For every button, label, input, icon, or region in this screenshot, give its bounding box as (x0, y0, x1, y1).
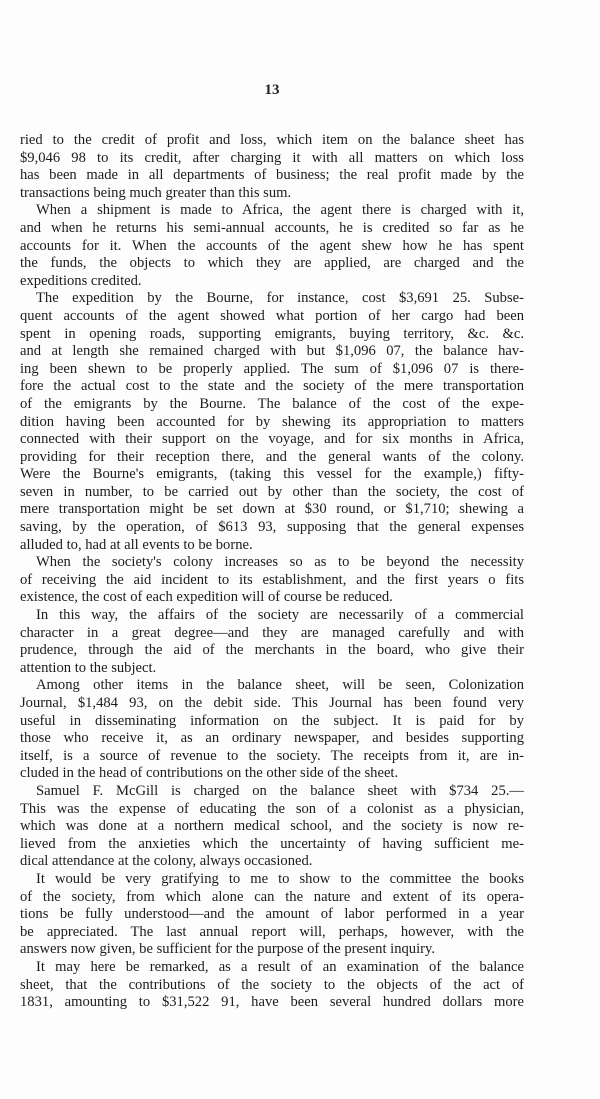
text-line: transactions being much greater than this sum. (20, 184, 292, 201)
paragraph (20, 202, 524, 290)
text-line: When a shipment is made to Africa, the agent there is charged with it, (36, 202, 524, 219)
text-line: alluded to, had at all events to be borne. (20, 536, 253, 553)
page-number: 13 (264, 82, 280, 98)
text-line: ried to the credit of profit and loss, which item on the balance sheet has (20, 132, 524, 148)
text-line: has been made in all departments of business; the real profit made by the (20, 167, 524, 184)
text-line: of receiving the aid incident to its establishment, and the first years o fits (20, 571, 524, 588)
text-line: be appreciated. The last annual report will, perhaps, however, with the (20, 923, 524, 940)
paragraph (20, 607, 524, 677)
text-line: of the emigrants by the Bourne. The balance of the cost of the expe- (20, 395, 524, 412)
text-line: ing been shewn to be properly applied. The sum of $1,096 07 is there- (20, 360, 524, 377)
text-line: mere transportation might be set down at $30 round, or $1,710; shewing a (20, 501, 524, 518)
text-line: cluded in the head of contributions on the other side of the sheet. (20, 765, 399, 782)
text-line: quent accounts of the agent showed what portion of her cargo had been (20, 307, 524, 324)
text-line: itself, is a source of revenue to the society. The receipts from it, are in- (20, 747, 524, 764)
text-line: expeditions credited. (20, 272, 142, 289)
text-line: It may here be remarked, as a result of an examination of the balance (36, 958, 524, 975)
text-line: fore the actual cost to the state and the society of the mere transportation (20, 378, 524, 395)
text-line: of the society, from which alone can the nature and extent of its opera- (20, 888, 524, 905)
text-line: This was the expense of educating the son of a colonist as a physician, (20, 800, 524, 817)
paragraph (20, 959, 524, 1012)
text-line: attention to the subject. (20, 659, 157, 676)
text-line: Samuel F. McGill is charged on the balance sheet with $734 25.— (36, 782, 524, 799)
text-line: spent in opening roads, supporting emigrants, buying territory, &c. &c. (20, 325, 524, 342)
text-line: connected with their support on the voyage, and for six months in Africa, (20, 431, 524, 448)
text-line: tions be fully understood—and the amount of labor performed in a year (20, 906, 524, 923)
text-line: saving, by the operation, of $613 93, supposing that the general expenses (20, 519, 524, 536)
document-body (20, 132, 524, 1012)
text-line: Were the Bourne's emigrants, (taking this vessel for the example,) fifty- (20, 466, 524, 483)
paragraph (20, 554, 524, 607)
text-line: answers now given, be sufficient for the purpose of the present inquiry. (20, 941, 436, 958)
paragraph (20, 871, 524, 959)
text-line: prudence, through the aid of the merchants in the board, who give their (20, 642, 524, 659)
text-line: existence, the cost of each expedition will of course be reduced. (20, 589, 393, 606)
text-line: 1831, amounting to $31,522 91, have been several hundred dollars more (20, 994, 524, 1011)
text-line: Among other items in the balance sheet, will be seen, Colonization (36, 677, 524, 694)
text-line: $9,046 98 to its credit, after charging it with all matters on which loss (20, 149, 524, 166)
text-line: and when he returns his semi-annual accounts, he is credited so far as he (20, 219, 524, 236)
text-line: It would be very gratifying to me to show to the committee the books (36, 870, 524, 887)
text-line: sheet, that the contributions of the society to the objects of the act of (20, 976, 524, 993)
paragraph (20, 290, 524, 554)
paragraph (20, 132, 524, 202)
text-line: When the society's colony increases so as to be beyond the necessity (36, 554, 524, 571)
text-line: dition having been accounted for by shewing its appropriation to matters (20, 413, 524, 430)
text-line: those who receive it, as an ordinary newspaper, and besides supporting (20, 730, 524, 747)
text-line: which was done at a northern medical school, and the society is now re- (20, 818, 524, 835)
text-line: accounts for it. When the accounts of the agent shew how he has spent (20, 237, 524, 254)
paragraph (20, 783, 524, 871)
text-line: dical attendance at the colony, always occasioned. (20, 853, 313, 870)
text-line: lieved from the anxieties which the uncertainty of having sufficient me- (20, 835, 524, 852)
text-line: the funds, the objects to which they are applied, are charged and the (20, 255, 524, 272)
text-line: seven in number, to be carried out by other than the society, the cost of (20, 483, 524, 500)
text-line: and at length she remained charged with but $1,096 07, the balance hav- (20, 343, 524, 360)
text-line: providing for their reception there, and the general wants of the colony. (20, 448, 524, 465)
text-line: In this way, the affairs of the society are necessarily of a commercial (36, 607, 524, 624)
text-line: The expedition by the Bourne, for instance, cost $3,691 25. Subse- (36, 290, 524, 307)
text-line: Journal, $1,484 93, on the debit side. This Journal has been found very (20, 695, 524, 711)
text-line: character in a great degree—and they are managed carefully and with (20, 624, 524, 641)
paragraph (20, 677, 524, 783)
text-line: useful in disseminating information on the subject. It is paid for by (20, 712, 524, 729)
